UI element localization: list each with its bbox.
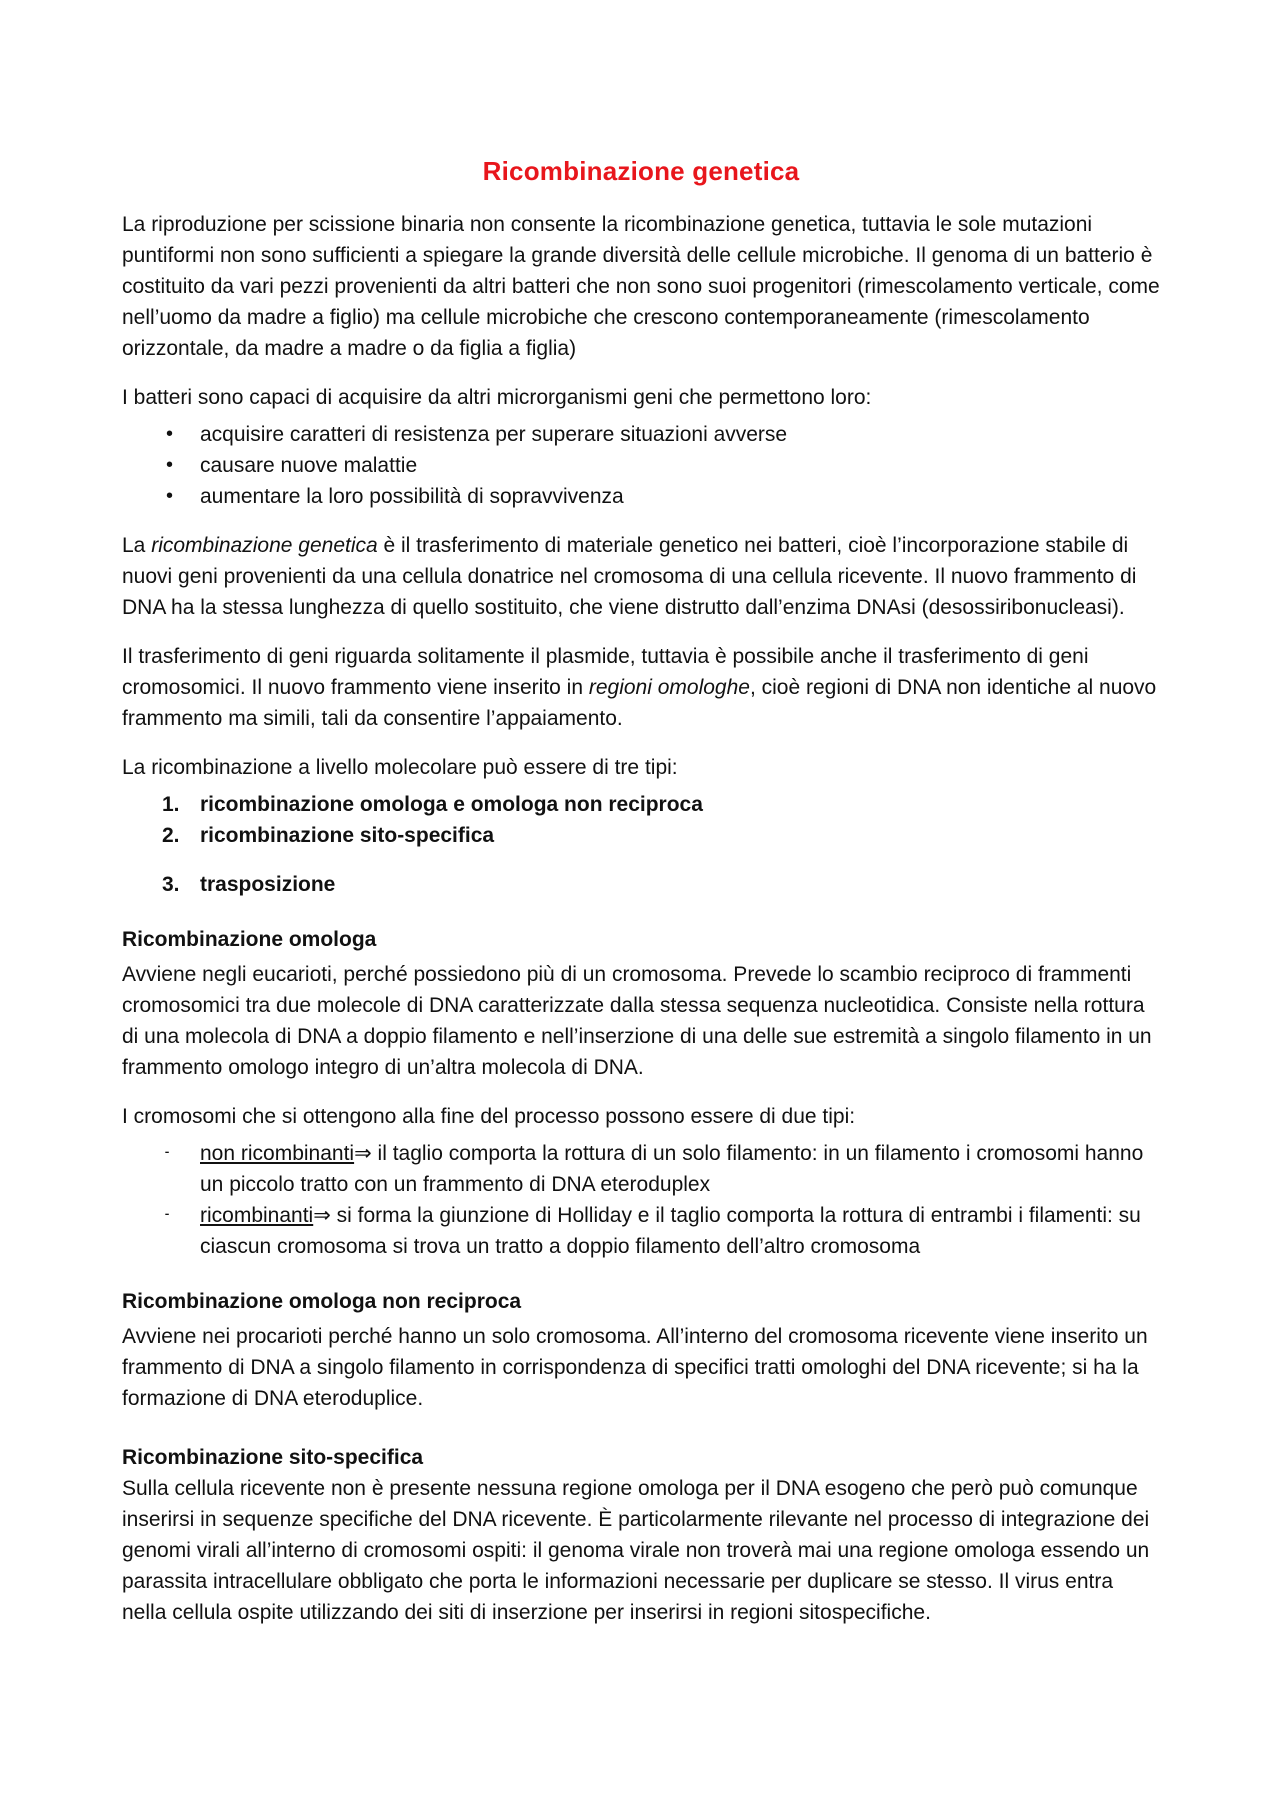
- list-item: ⁃ ricombinanti⇒ si forma la giunzione di Holliday e il taglio comporta la rottura di entrambi i filamenti: su ciascun cromosoma si trova un tratto a doppio filamento dell’altro cromosoma: [122, 1200, 1160, 1262]
- list-item: 3. trasposizione: [162, 873, 336, 896]
- list-item: • causare nuove malattie: [122, 450, 1160, 481]
- intro-paragraph: La riproduzione per scissione binaria non consente la ricombinazione genetica, tuttavia le sole mutazioni puntiformi non sono sufficienti a spiegare la grande diversità delle cellule microbiche. Il genoma di un batterio è costituito da vari pezzi provenienti da altri batteri che non sono suoi progenitori (rimescolamento verticale, come nell’uomo da madre a figlio) ma cellule microbiche che crescono contemporaneamente (rimescolamento orizzontale, da madre a madre o da figlia a figlia): [122, 213, 1160, 360]
- list-item: 1. ricombinazione omologa e omologa non reciproca: [162, 793, 703, 816]
- transfer-paragraph: Il trasferimento di geni riguarda solitamente il plasmide, tuttavia è possibile anche il trasferimento di geni cromosomici. Il nuovo frammento viene inserito in regioni omologhe, cioè regioni di DNA non identiche al nuovo frammento ma simili, tali da consentire l’appaiamento.: [122, 645, 1157, 730]
- types-list: [122, 789, 1160, 900]
- section-heading: Ricombinazione omologa non reciproca: [122, 1290, 522, 1313]
- emphasis-term: regioni omologhe: [588, 676, 750, 699]
- underlined-term: ricombinanti: [200, 1204, 314, 1227]
- dash-icon: ⁃: [164, 1208, 170, 1222]
- section-paragraph: Sulla cellula ricevente non è presente nessuna regione omologa per il DNA esogeno che però può comunque inserirsi in sequenze specifiche del DNA ricevente. È particolarmente rilevante nel processo di integrazione dei genomi virali all’interno di cromosomi ospiti: il genoma virale non troverà mai una regione omologa essendo un parassita intracellulare obbligato che porta le informazioni necessarie per duplicare se stesso. Il virus entra nella cellula ospite utilizzando dei siti di inserzione per inserirsi in regioni sitospecifiche.: [122, 1477, 1150, 1624]
- list-item: ⁃ non ricombinanti⇒ il taglio comporta la rottura di un solo filamento: in un filamento i cromosomi hanno un piccolo tratto con un frammento di DNA eteroduplex: [122, 1138, 1160, 1200]
- page-title: Ricombinazione genetica: [482, 156, 800, 186]
- section-paragraph: Avviene nei procarioti perché hanno un solo cromosoma. All’interno del cromosoma ricevente viene inserito un frammento di DNA a singolo filamento in corrispondenza di specifici tratti omologhi del DNA ricevente; si ha la formazione di DNA eteroduplice.: [122, 1325, 1148, 1410]
- chromosome-types-list: [122, 1138, 1160, 1262]
- bullet-icon: •: [166, 485, 174, 507]
- types-intro: La ricombinazione a livello molecolare può essere di tre tipi:: [122, 756, 678, 779]
- intro-paragraph: I batteri sono capaci di acquisire da altri microrganismi geni che permettono loro:: [122, 386, 872, 409]
- list-item: • aumentare la loro possibilità di sopravvivenza: [122, 481, 1160, 512]
- list-item: • acquisire caratteri di resistenza per superare situazioni avverse: [122, 419, 1160, 450]
- dash-icon: ⁃: [164, 1146, 170, 1160]
- arrow-icon: ⇒: [354, 1142, 372, 1165]
- section-paragraph: Avviene negli eucarioti, perché possiedono più di un cromosoma. Prevede lo scambio reciproco di frammenti cromosomici tra due molecole di DNA caratterizzate dalla stessa sequenza nucleotidica. Consiste nella rottura di una molecola di DNA a doppio filamento e nell’inserzione di una delle sue estremità a singolo filamento in un frammento omologo integro di un’altra molecola di DNA.: [122, 963, 1152, 1079]
- benefits-list: [122, 419, 1160, 512]
- emphasis-term: ricombinazione genetica: [151, 534, 378, 557]
- section-heading: Ricombinazione sito-specifica: [122, 1446, 424, 1469]
- definition-paragraph: La ricombinazione genetica è il trasferimento di materiale genetico nei batteri, cioè l’incorporazione stabile di nuovi geni provenienti da una cellula donatrice nel cromosoma di una cellula ricevente. Il nuovo frammento di DNA ha la stessa lunghezza di quello sostituito, che viene distrutto dall’enzima DNAsi (desossiribonucleasi).: [122, 534, 1137, 619]
- list-item: 2. ricombinazione sito-specifica: [162, 824, 495, 847]
- bullet-icon: •: [166, 423, 174, 445]
- arrow-icon: ⇒: [313, 1204, 331, 1227]
- bullet-icon: •: [166, 454, 174, 476]
- section-heading: Ricombinazione omologa: [122, 928, 377, 951]
- underlined-term: non ricombinanti: [200, 1142, 355, 1165]
- section-paragraph: I cromosomi che si ottengono alla fine del processo possono essere di due tipi:: [122, 1105, 856, 1128]
